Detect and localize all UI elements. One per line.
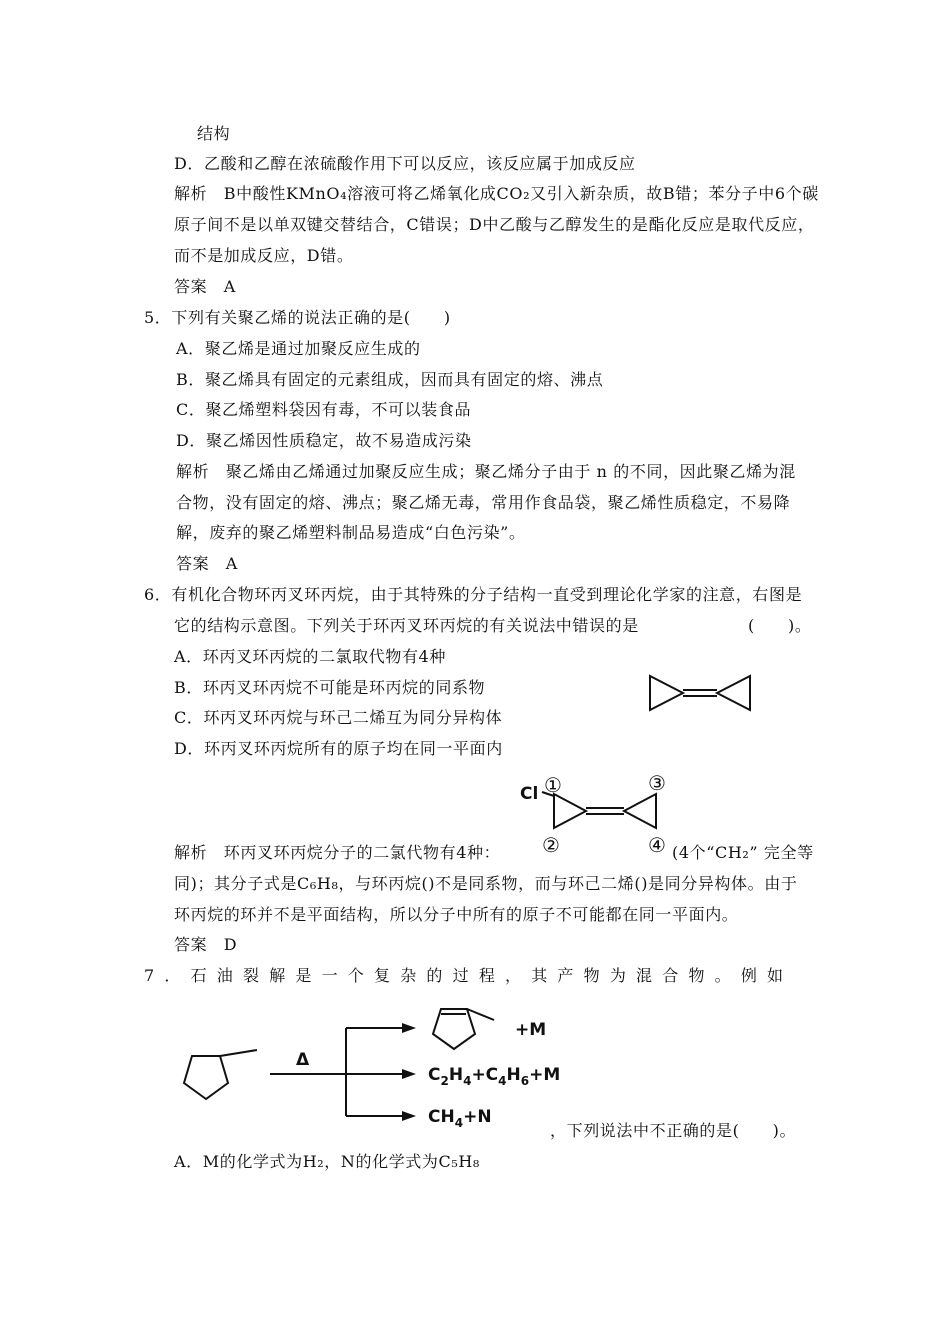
q7-stem-char: ．: [164, 966, 181, 985]
q6-answer: 答案 D: [174, 935, 238, 954]
q5-option-d: D．聚乙烯因性质稳定，故不易造成污染: [176, 431, 472, 450]
q5-option-c: C．聚乙烯塑料袋因有毒，不可以装食品: [176, 400, 472, 419]
product-1-label: +M: [515, 1020, 547, 1040]
q7-stem-char: 7: [144, 966, 155, 985]
structure-word: 结构: [197, 124, 231, 143]
q6-analysis-first-tail: (4个“CH₂” 完全等: [672, 843, 814, 862]
q7-stem-char: 产: [557, 966, 575, 985]
bicyclopropylidene-structure: [644, 672, 756, 714]
q5-answer: 答案 A: [176, 554, 238, 573]
q7-stem-char: 如: [767, 966, 784, 985]
q7-stem-char: ，: [505, 966, 522, 985]
q7-stem-char: 解: [269, 966, 286, 985]
q6-analysis-line-2: 同)；其分子式是C₆H₈，与环丙烷()不是同系物，而与环己二烯()是同分异构体。由于: [174, 874, 798, 893]
q7-stem-char: 裂: [242, 966, 260, 985]
q4-answer: 答案 A: [174, 277, 236, 296]
q7-stem-char: 一: [321, 966, 339, 985]
q6-analysis-line-3: 环丙烷的环并不是平面结构，所以分子中所有的原子不可能都在同一平面内。: [174, 905, 739, 924]
q5-stem: 5．下列有关聚乙烯的说法正确的是( ): [144, 308, 451, 327]
q4-analysis-line-3: 而不是加成反应，D错。: [174, 246, 354, 265]
q7-stem-char: 例: [740, 966, 758, 985]
delta-symbol: Δ: [296, 1050, 310, 1070]
q4-analysis-line-1: 解析 B中酸性KMnO₄溶液可将乙烯氧化成CO₂又引入新杂质，故B错；苯分子中6个碳: [174, 184, 819, 203]
substitution-positions-figure: [514, 770, 674, 860]
position-2-label: ②: [542, 833, 560, 857]
position-3-label: ③: [648, 771, 666, 795]
q7-stem-char: 物: [688, 966, 706, 985]
q7-stem-char: 石: [190, 966, 208, 985]
q4-option-d: D．乙酸和乙醇在浓硫酸作用下可以反应，该反应属于加成反应: [174, 154, 636, 173]
q6-option-a: A．环丙叉环丙烷的二氯取代物有4种: [174, 647, 446, 666]
q7-stem-char: 其: [531, 966, 548, 985]
q5-analysis-line-2: 合物，没有固定的熔、沸点；聚乙烯无毒，常用作食品袋，聚乙烯性质稳定，不易降: [176, 493, 791, 512]
q5-analysis-line-3: 解，废弃的聚乙烯塑料制品易造成“白色污染”。: [176, 523, 526, 542]
q5-option-a: A．聚乙烯是通过加聚反应生成的: [176, 339, 421, 358]
q6-stem-line-2: 它的结构示意图。下列关于环丙叉环丙烷的有关说法中错误的是: [174, 616, 639, 635]
q6-option-b: B．环丙叉环丙烷不可能是环丙烷的同系物: [174, 678, 486, 697]
q5-option-b: B．聚乙烯具有固定的元素组成，因而具有固定的熔、沸点: [176, 370, 604, 389]
q6-answer-paren: ( )。: [748, 616, 812, 635]
q7-stem-char: 杂: [400, 966, 417, 985]
cl-label: Cl: [520, 784, 539, 804]
q7-stem-char: 是: [295, 966, 312, 985]
q7-stem-char: 过: [452, 966, 470, 985]
product-2-label: $C_2H_4+C_4H_6+M$: [428, 1065, 560, 1088]
product-3-label: $CH_4+N$: [428, 1107, 492, 1130]
position-4-label: ④: [648, 833, 666, 857]
q6-option-d: D．环丙叉环丙烷所有的原子均在同一平面内: [174, 739, 503, 758]
cracking-reaction-scheme: [160, 996, 560, 1132]
q7-stem-char: 为: [609, 966, 627, 985]
q7-stem-tail: ，下列说法中不正确的是( )。: [550, 1121, 797, 1140]
q7-option-a: A．M的化学式为H₂，N的化学式为C₅H₈: [174, 1152, 480, 1171]
q6-analysis-first: 解析 环丙叉环丙烷分子的二氯代物有4种：: [174, 843, 501, 862]
q6-stem-line-1: 6．有机化合物环丙叉环丙烷，由于其特殊的分子结构一直受到理论化学家的注意，右图是: [144, 585, 803, 604]
q7-stem-char: 。: [714, 966, 732, 985]
q7-stem-char: 程: [478, 966, 496, 985]
q7-stem-char: 油: [216, 966, 234, 985]
q5-analysis-line-1: 解析 聚乙烯由乙烯通过加聚反应生成；聚乙烯分子由于 n 的不同，因此聚乙烯为混: [176, 462, 796, 481]
q6-option-c: C．环丙叉环丙烷与环己二烯互为同分异构体: [174, 708, 503, 727]
q7-stem-char: 合: [662, 966, 679, 985]
position-1-label: ①: [544, 773, 562, 797]
q4-analysis-line-2: 原子间不是以单双键交替结合，C错误；D中乙酸与乙醇发生的是酯化反应是取代反应，: [174, 215, 815, 234]
q7-stem-char: 物: [583, 966, 601, 985]
q7-stem: [144, 965, 784, 987]
q7-stem-char: 个: [347, 966, 365, 985]
q7-stem-char: 混: [636, 966, 653, 985]
q7-stem-char: 复: [374, 966, 391, 985]
q7-stem-char: 的: [426, 966, 444, 985]
